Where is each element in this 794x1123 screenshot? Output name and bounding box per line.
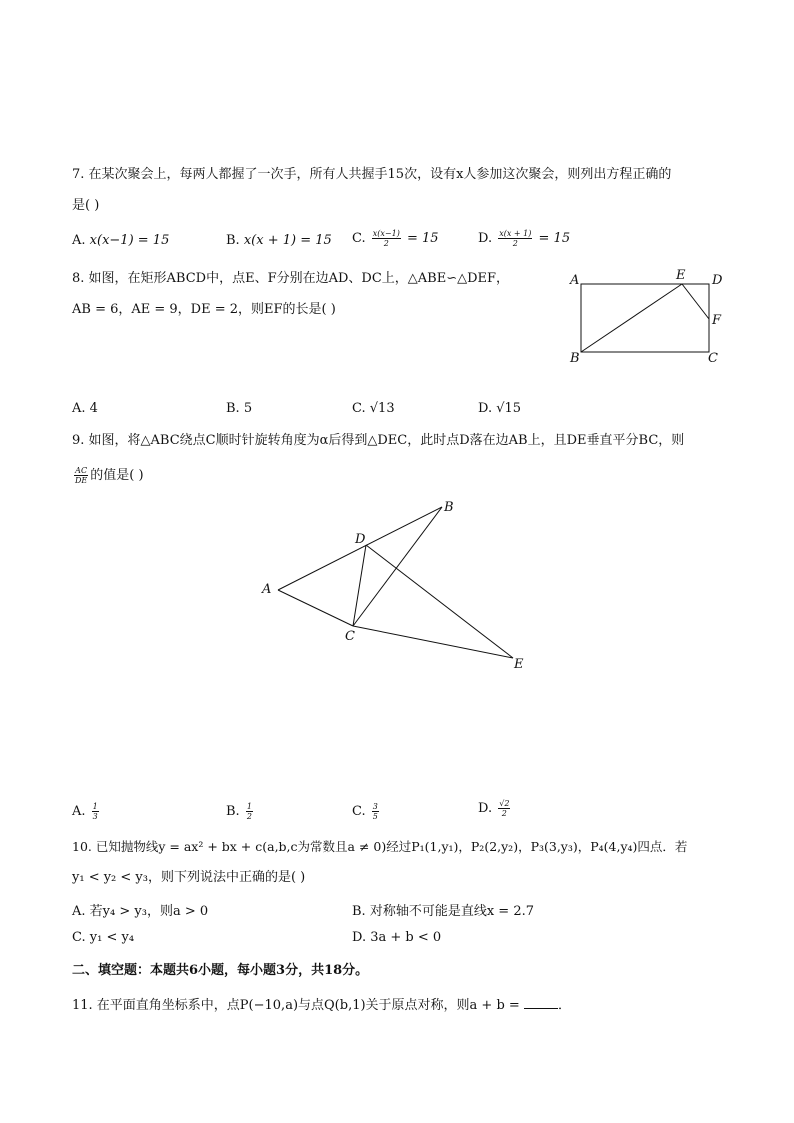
q7-stem-line2: 是( ) [72,198,100,213]
q9-ac-over-de: $\frac{AC}{DE}$ [75,466,88,485]
q7-option-c[interactable]: C. $\frac{x(x-1)}{2}$ = 15 [352,229,439,248]
label-a: A [262,582,272,597]
q9-c-fraction: $\frac{3}{5}$ [372,802,378,821]
q8-stem-line1: 8. 如图，在矩形ABCD中，点E、F分别在边AD、DC上，△ABE∽△DEF， [72,271,510,286]
segment-de [366,545,513,658]
segment-ab [278,507,442,590]
segment-ce [353,626,513,658]
q7-option-a[interactable]: A. x(x−1) = 15 [72,233,170,248]
q8-stem-line2: AB = 6，AE = 9，DE = 2，则EF的长是( ) [72,302,336,317]
q7-d-fraction: $\frac{x(x + 1)}{2}$ [499,229,532,248]
q11-answer-blank[interactable] [524,996,558,1009]
q7-c-fraction: $\frac{x(x-1)}{2}$ [372,229,400,248]
q7-stem-line1: 7. 在某次聚会上，每两人都握了一次手，所有人共握手15次，设有x人参加这次聚会，则列出方程正确的 [72,167,672,182]
q7-option-b[interactable]: B. x(x + 1) = 15 [226,233,332,248]
label-c: C [345,629,355,644]
q10-option-d[interactable]: D. 3a + b < 0 [352,930,442,945]
label-b: B [444,500,454,515]
q11-stem: 11. 在平面直角坐标系中，点P(−10,a)与点Q(b,1)关于原点对称，则a + b = ． [72,998,571,1013]
q9-option-b[interactable]: B. $\frac{1}{2}$ [226,802,252,821]
q10-stem-line1: 10. 已知抛物线y = ax² + bx + c(a,b,c为常数且a ≠ 0)经过P₁(1,y₁)，P₂(2,y₂)，P₃(3,y₃)，P₄(4,y₄)四点．若 [72,839,688,854]
q9-a-fraction: $\frac{1}{3}$ [92,802,98,821]
label-f: F [712,313,722,328]
label-e: E [514,657,524,672]
q8-option-a[interactable]: A. 4 [72,401,98,416]
q8-option-c[interactable]: C. √13 [352,401,395,416]
segment-dc [353,545,366,626]
segment-be [581,284,682,352]
q9-option-d[interactable]: D. $\frac{√2}{2}$ [478,799,510,818]
label-e: E [676,268,686,283]
label-b: B [570,351,580,366]
q10-option-b[interactable]: B. 对称轴不可能是直线x = 2.7 [352,904,534,919]
label-d: D [355,532,366,547]
q9-b-fraction: $\frac{1}{2}$ [246,802,252,821]
label-d: D [712,273,723,288]
segment-bc [353,507,442,626]
q8-rectangle-figure [565,262,735,372]
section-2-heading: 二、填空题：本题共6小题，每小题3分，共18分。 [72,963,369,978]
q9-option-a[interactable]: A. $\frac{1}{3}$ [72,802,98,821]
q9-d-fraction: $\frac{√2}{2}$ [499,799,510,818]
q9-triangle-figure [255,495,545,675]
q8-option-b[interactable]: B. 5 [226,401,253,416]
label-a: A [570,273,580,288]
label-c: C [708,351,718,366]
segment-ef [682,284,709,319]
q10-option-a[interactable]: A. 若y₄ > y₃，则a > 0 [72,904,209,919]
q7-option-d[interactable]: D. $\frac{x(x + 1)}{2}$ = 15 [478,229,571,248]
q9-stem-line1: 9. 如图，将△ABC绕点C顺时针旋转角度为α后得到△DEC，此时点D落在边AB上，且DE垂直平分BC，则 [72,433,685,448]
segment-ac [278,590,353,626]
q10-stem-line2: y₁ < y₂ < y₃，则下列说法中正确的是( ) [72,870,306,885]
q10-option-c[interactable]: C. y₁ < y₄ [72,930,135,945]
q8-option-d[interactable]: D. √15 [478,401,522,416]
q9-option-c[interactable]: C. $\frac{3}{5}$ [352,802,378,821]
q9-stem-line2: $\frac{AC}{DE}$ 的值是( ) [75,466,144,485]
